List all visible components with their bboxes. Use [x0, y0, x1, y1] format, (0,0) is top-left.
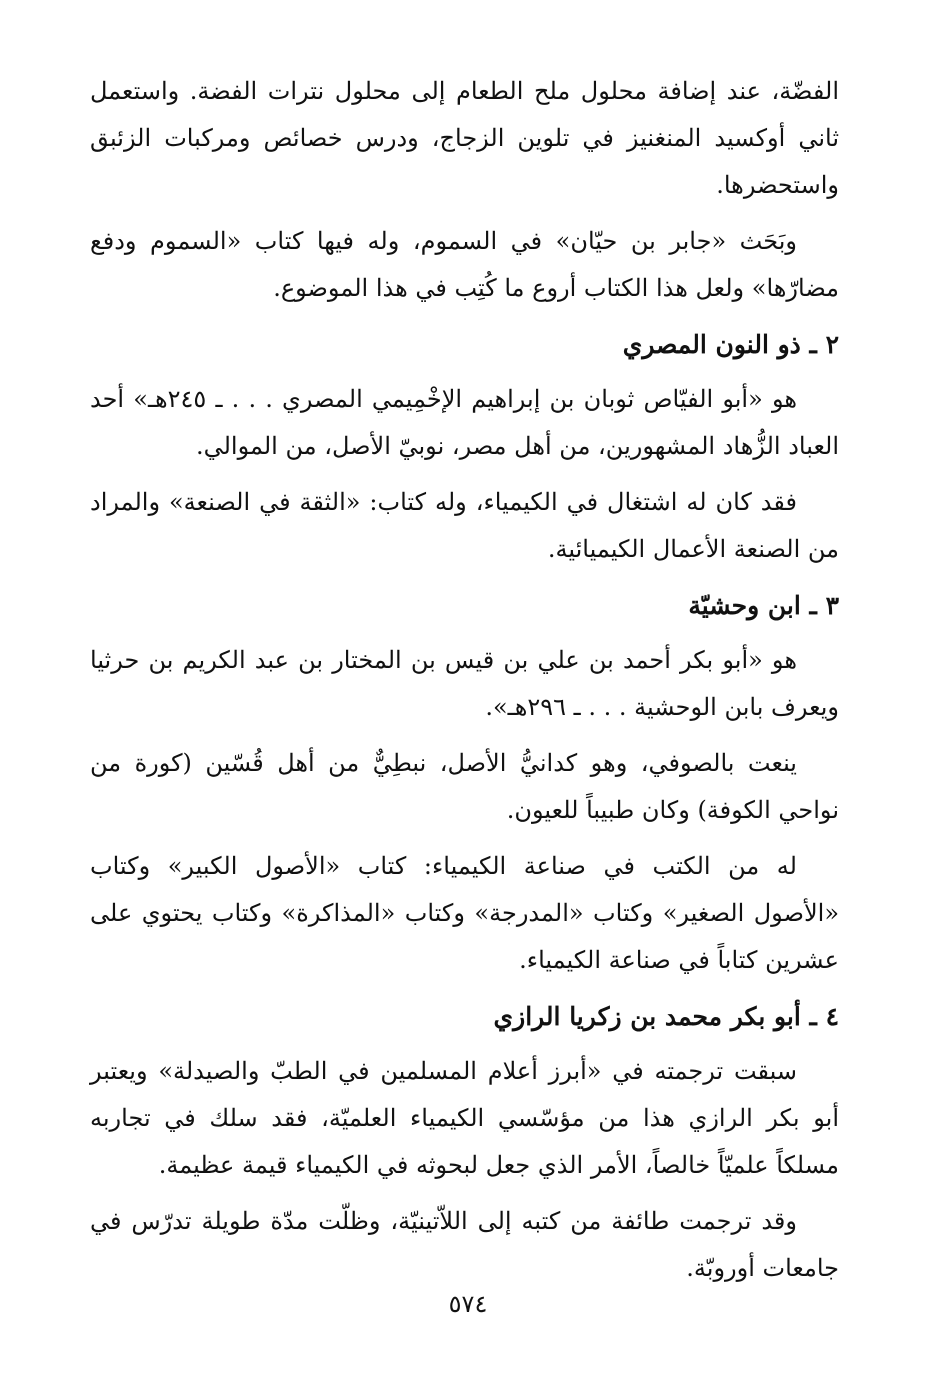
paragraph: له من الكتب في صناعة الكيمياء: كتاب «الأصول الكبير» وكتاب «الأصول الصغير» وكتاب «المدرجة» وكتاب «المذاكرة» وكتاب يحتوي على عشرين كتاباً في صناعة الكيمياء.: [90, 852, 839, 974]
paragraph: فقد كان له اشتغال في الكيمياء، وله كتاب: «الثقة في الصنعة» والمراد من الصنعة الأعمال الكيميائية.: [90, 488, 839, 563]
paragraph: سبقت ترجمته في «أبرز أعلام المسلمين في الطبّ والصيدلة» ويعتبر أبو بكر الرازي هذا من مؤسّسي الكيمياء العلميّة، فقد سلك في تجاربه مسلكاً علميّاً خالصاً، الأمر الذي جعل لبحوثه في الكيمياء قيمة عظيمة.: [90, 1057, 839, 1179]
section-heading: ٤ ـ أبو بكر محمد بن زكريا الرازي: [493, 1002, 839, 1031]
page-number: ٥٧٤: [448, 1290, 488, 1318]
section-heading: ٢ ـ ذو النون المصري: [622, 330, 839, 359]
paragraph: الفضّة، عند إضافة محلول ملح الطعام إلى محلول نترات الفضة. واستعمل ثاني أوكسيد المنغنيز في تلوين الزجاج، ودرس خصائص ومركبات الزئبق واستحضرها.: [90, 77, 839, 199]
section-heading: ٣ ـ ابن وحشيّة: [688, 591, 839, 620]
paragraph: ينعت بالصوفي، وهو كدانيُّ الأصل، نبطِيٌّ من أهل قُسّين (كورة من نواحي الكوفة) وكان طبيباً للعيون.: [90, 749, 839, 824]
paragraph: وقد ترجمت طائفة من كتبه إلى اللاّتينيّة، وظلّت مدّة طويلة تدرّس في جامعات أوروبّة.: [90, 1207, 839, 1282]
paragraph: هو «أبو بكر أحمد بن علي بن قيس بن المختار بن عبد الكريم بن حرثيا ويعرف بابن الوحشية . . . ـ ٢٩٦هـ».: [90, 646, 839, 721]
paragraph: هو «أبو الفيّاص ثوبان بن إبراهيم الإخْمِيمي المصري . . . ـ ٢٤٥هـ» أحد العباد الزُّهاد المشهورين، من أهل مصر، نوبيّ الأصل، من الموالي.: [90, 385, 839, 460]
paragraph: وبَحَث «جابر بن حيّان» في السموم، وله فيها كتاب «السموم ودفع مضارّها» ولعل هذا الكتاب أروع ما كُتِب في هذا الموضوع.: [90, 227, 839, 302]
